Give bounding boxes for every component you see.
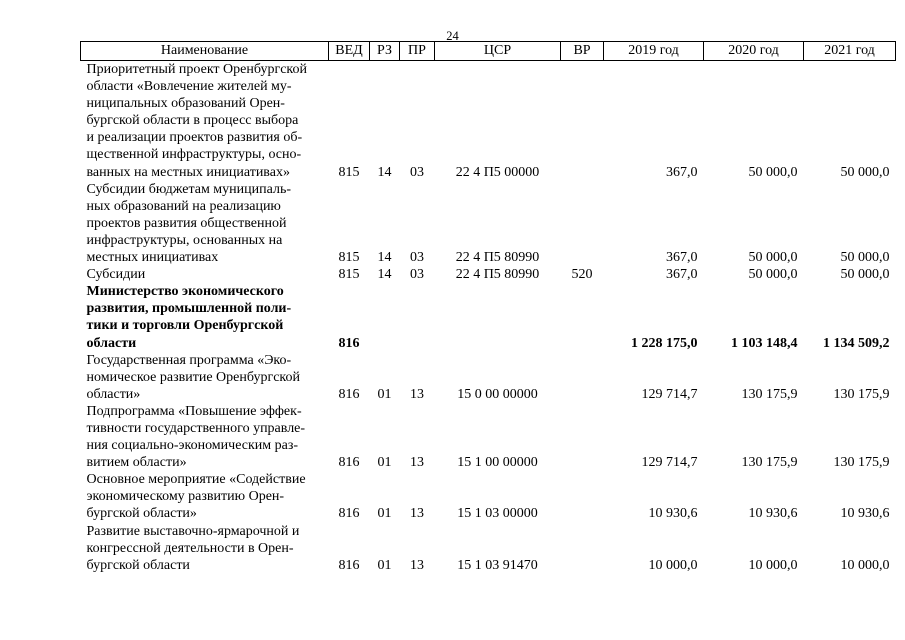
- row-vr: [561, 61, 604, 181]
- row-amount-2021: 50 000,0: [840, 164, 890, 180]
- row-name: Развитие выставочно-ярмарочной и конгрессной деятельности в Орен- бургской области: [86, 523, 300, 573]
- row-amount-2021: 10 000,0: [840, 557, 890, 573]
- row-amount-2019: 129 714,7: [641, 386, 698, 402]
- row-amount-2021: 50 000,0: [840, 250, 890, 266]
- row-amount-2021: 10 930,6: [840, 506, 890, 522]
- row-name: Министерство экономического развития, промышленной поли- тики и торговли Оренбургской области: [86, 284, 292, 351]
- header-vr: ВР: [561, 42, 604, 61]
- row-amount-2021: 130 175,9: [833, 455, 890, 471]
- row-ved: 816: [338, 506, 360, 522]
- row-rz: 01: [377, 506, 392, 522]
- row-amount-2019: 10 930,6: [648, 506, 698, 522]
- page-number: 24: [446, 29, 459, 43]
- table-body: [81, 61, 896, 574]
- row-vr: [561, 181, 604, 266]
- row-pr: 03: [410, 250, 424, 266]
- row-pr: 03: [410, 164, 424, 180]
- row-ved: 815: [338, 250, 360, 266]
- row-amount-2019: 367,0: [666, 164, 698, 180]
- row-amount-2020: 130 175,9: [741, 455, 798, 471]
- row-amount-2020: 1 103 148,4: [731, 335, 798, 351]
- header-name: Наименование: [81, 42, 329, 61]
- row-csr: [435, 283, 561, 351]
- header-ved: ВЕД: [329, 42, 370, 61]
- row-ved: 816: [338, 335, 360, 351]
- row-ved: 816: [338, 386, 360, 402]
- table-row: [81, 266, 896, 283]
- row-pr: 13: [410, 557, 424, 573]
- row-name: Подпрограмма «Повышение эффек- тивности государственного управле- ния социально-экономическим раз- витием области»: [86, 403, 306, 471]
- row-vr: [561, 523, 604, 574]
- row-rz: [370, 283, 400, 351]
- row-vr: [561, 352, 604, 403]
- header-rz: РЗ: [370, 42, 400, 61]
- row-amount-2021: 1 134 509,2: [823, 335, 890, 351]
- row-amount-2020: 10 930,6: [748, 506, 798, 522]
- row-pr: 13: [410, 506, 424, 522]
- row-ved: 816: [338, 455, 360, 471]
- row-name: Субсидии: [86, 267, 146, 283]
- row-vr: [561, 283, 604, 351]
- table-row: [81, 283, 896, 351]
- row-csr: 15 1 03 91470: [457, 557, 538, 573]
- row-amount-2019: 367,0: [666, 250, 698, 266]
- row-name: Приоритетный проект Оренбургской области «Вовлечение жителей му- ниципальных образований Орен- бургской области в процесс выбора и реализации проектов развития об- щественной инфраструктуры, осно- ванных на местных инициативах»: [86, 62, 307, 180]
- row-csr: 15 0 00 00000: [457, 386, 538, 402]
- row-pr: [400, 283, 435, 351]
- budget-table: [80, 41, 896, 574]
- row-rz: 14: [377, 267, 392, 283]
- row-csr: 22 4 П5 80990: [455, 267, 540, 283]
- row-csr: 15 1 00 00000: [457, 455, 538, 471]
- row-pr: 13: [410, 455, 424, 471]
- header-2020: 2020 год: [704, 42, 804, 61]
- table-row: [81, 523, 896, 574]
- row-amount-2021: 50 000,0: [840, 267, 890, 283]
- row-amount-2019: 1 228 175,0: [631, 335, 698, 351]
- row-csr: 15 1 03 00000: [457, 506, 538, 522]
- header-pr: ПР: [400, 42, 435, 61]
- header-2021: 2021 год: [804, 42, 896, 61]
- table-header-row: [81, 42, 896, 61]
- header-2019: 2019 год: [604, 42, 704, 61]
- row-name: Субсидии бюджетам муниципаль- ных образований на реализацию проектов развития общественной инфраструктуры, основанных на местных инициативах: [86, 181, 291, 266]
- row-amount-2020: 50 000,0: [748, 267, 798, 283]
- row-vr: 520: [571, 267, 593, 283]
- row-csr: 22 4 П5 80990: [455, 250, 540, 266]
- row-amount-2019: 129 714,7: [641, 455, 698, 471]
- row-amount-2020: 50 000,0: [748, 250, 798, 266]
- row-name: Основное мероприятие «Содействие экономическому развитию Орен- бургской области»: [86, 472, 306, 522]
- table-row: [81, 61, 896, 181]
- row-rz: 01: [377, 386, 392, 402]
- table-row: [81, 403, 896, 471]
- table-row: [81, 471, 896, 522]
- row-vr: [561, 403, 604, 471]
- row-name: Государственная программа «Эко- номическое развитие Оренбургской области»: [86, 352, 300, 402]
- row-vr: [561, 471, 604, 522]
- row-rz: 01: [377, 455, 392, 471]
- row-amount-2021: 130 175,9: [833, 386, 890, 402]
- row-rz: 01: [377, 557, 392, 573]
- row-ved: 815: [338, 164, 360, 180]
- row-amount-2020: 10 000,0: [748, 557, 798, 573]
- row-rz: 14: [377, 250, 392, 266]
- row-amount-2019: 10 000,0: [648, 557, 698, 573]
- header-csr: ЦСР: [435, 42, 561, 61]
- row-amount-2019: 367,0: [666, 267, 698, 283]
- row-amount-2020: 130 175,9: [741, 386, 798, 402]
- row-pr: 13: [410, 386, 424, 402]
- row-amount-2020: 50 000,0: [748, 164, 798, 180]
- row-csr: 22 4 П5 00000: [455, 164, 540, 180]
- row-ved: 815: [338, 267, 360, 283]
- row-ved: 816: [338, 557, 360, 573]
- table-row: [81, 352, 896, 403]
- table-row: [81, 181, 896, 266]
- row-pr: 03: [410, 267, 424, 283]
- row-rz: 14: [377, 164, 392, 180]
